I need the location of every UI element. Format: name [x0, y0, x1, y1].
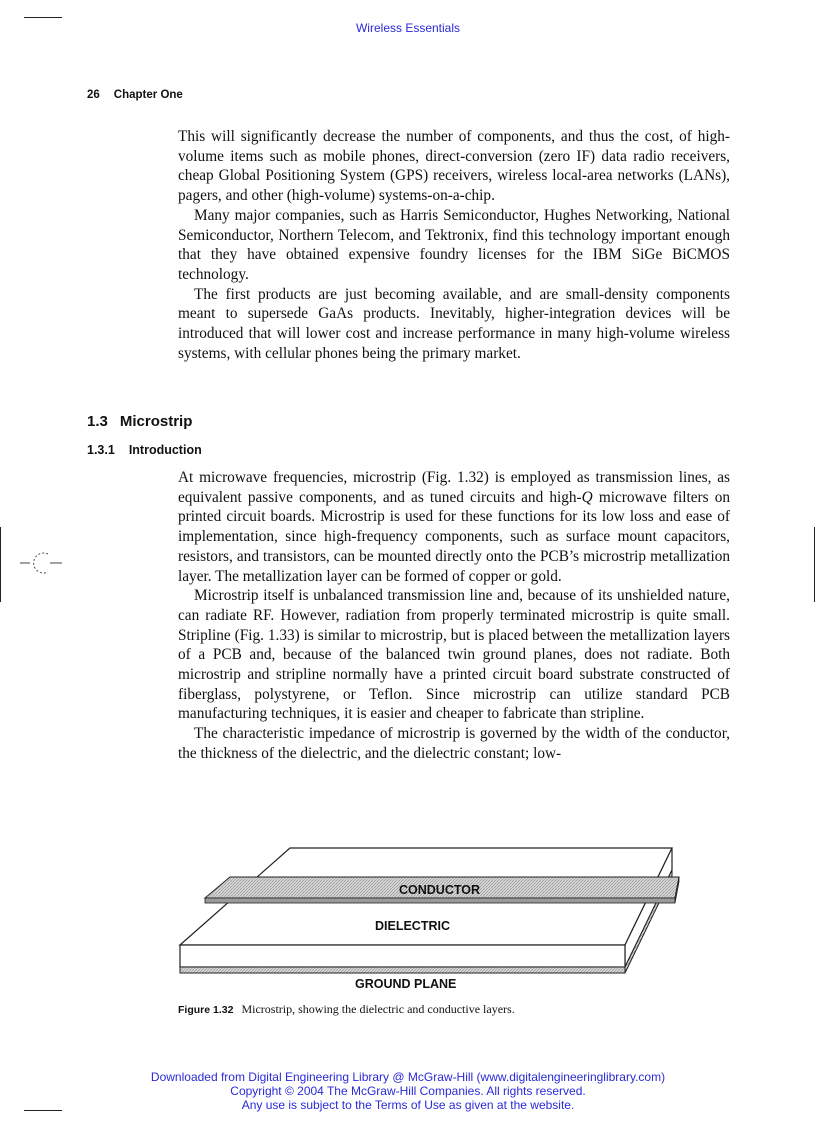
figure-caption: [178, 1002, 515, 1017]
running-head: [87, 89, 183, 101]
paragraph: [178, 468, 730, 586]
paragraph: The first products are just becoming available, and are small-density components meant to supersede GaAs products. Inevitably, higher-integration devices will be introduced that will lower cost and increase performance in many high-volume wireless systems, with cellular phones being the primary market.: [178, 285, 730, 362]
page-number: 26: [87, 89, 100, 101]
dielectric-label: DIELECTRIC: [375, 919, 450, 933]
conductor-front-face: [205, 898, 675, 903]
header-link[interactable]: Wireless Essentials: [355, 21, 461, 35]
section-title: Microstrip: [119, 413, 193, 430]
footer-terms-line[interactable]: Any use is subject to the Terms of Use as given at the website.: [241, 1098, 575, 1112]
section-heading: [87, 413, 192, 430]
crop-mark-top-left: [24, 17, 62, 18]
paragraph: This will significantly decrease the number of components, and thus the cost, of high-volume items such as mobile phones, direct-conversion (zero IF) data radio receivers, cheap Global Positioning System (GPS) receivers, wireless local-area networks (LANs), pagers, and other (high-volume) systems-on-a-chip.: [178, 128, 730, 205]
q-symbol: Q: [581, 488, 593, 506]
caption-text: Microstrip, showing the dielectric and conductive layers.: [241, 1002, 515, 1016]
dielectric-front-face: [180, 945, 625, 967]
microstrip-figure: [170, 840, 690, 1000]
section-number: 1.3: [87, 413, 108, 430]
registration-mark-icon: [18, 548, 64, 578]
footer: [0, 1070, 816, 1112]
chapter-title: Chapter One: [113, 89, 183, 101]
subsection-heading: [87, 443, 202, 457]
paragraph: Microstrip itself is unbalanced transmission line and, because of its unshielded nature, can radiate RF. However, radiation from properly terminated microstrip is quite small. Stripline (Fig. 1.33) is similar to microstrip, but is placed between the metallization layers of a PCB and, because of the balanced twin ground planes, does not radiate. Both microstrip and stripline normally have a printed circuit board substrate constructed of fiberglass, polystyrene, or Teflon. Since microstrip can utilize standard PCB manufacturing techniques, it is easier and cheaper to fabricate than stripline.: [178, 587, 730, 723]
subsection-title: Introduction: [128, 443, 202, 457]
paragraph-part: microwave filters on printed circuit boards. Microstrip is used for these functions for its low loss and ease of implementation, since high-frequency components, such as surface mount capacitors, resistors, and transistors, can be mounted directly onto the PCB’s microstrip metallization layer. The metallization layer can be formed of copper or gold.: [178, 488, 730, 585]
body-text-intro: [178, 468, 730, 764]
subsection-number: 1.3.1: [87, 443, 115, 457]
ground-plane-label: GROUND PLANE: [355, 977, 457, 991]
footer-link-line[interactable]: Downloaded from Digital Engineering Library @ McGraw-Hill (www.digitalengineeringlibrary.com): [150, 1070, 666, 1084]
paragraph-part: At microwave frequencies, microstrip (Fig. 1.32) is employed as transmission lines, as equivalent passive components, and as tuned circuits and high-: [178, 469, 730, 506]
paragraph: The characteristic impedance of microstrip is governed by the width of the conductor, the thickness of the dielectric, and the dielectric constant; low-: [178, 725, 730, 762]
crop-mark-left-vertical: [0, 527, 1, 602]
body-text-top: [178, 127, 730, 363]
ground-plane-layer: [180, 967, 625, 973]
conductor-label: CONDUCTOR: [399, 883, 481, 897]
footer-copyright-line: Copyright © 2004 The McGraw-Hill Companies. All rights reserved.: [230, 1084, 586, 1098]
paragraph: Many major companies, such as Harris Semiconductor, Hughes Networking, National Semiconductor, Northern Telecom, and Tektronix, find this technology important enough that they have obtained expensive foundry licenses for the IBM SiGe BiCMOS technology.: [178, 206, 730, 283]
crop-mark-right-vertical: [814, 527, 815, 602]
caption-number: Figure 1.32: [178, 1004, 234, 1016]
